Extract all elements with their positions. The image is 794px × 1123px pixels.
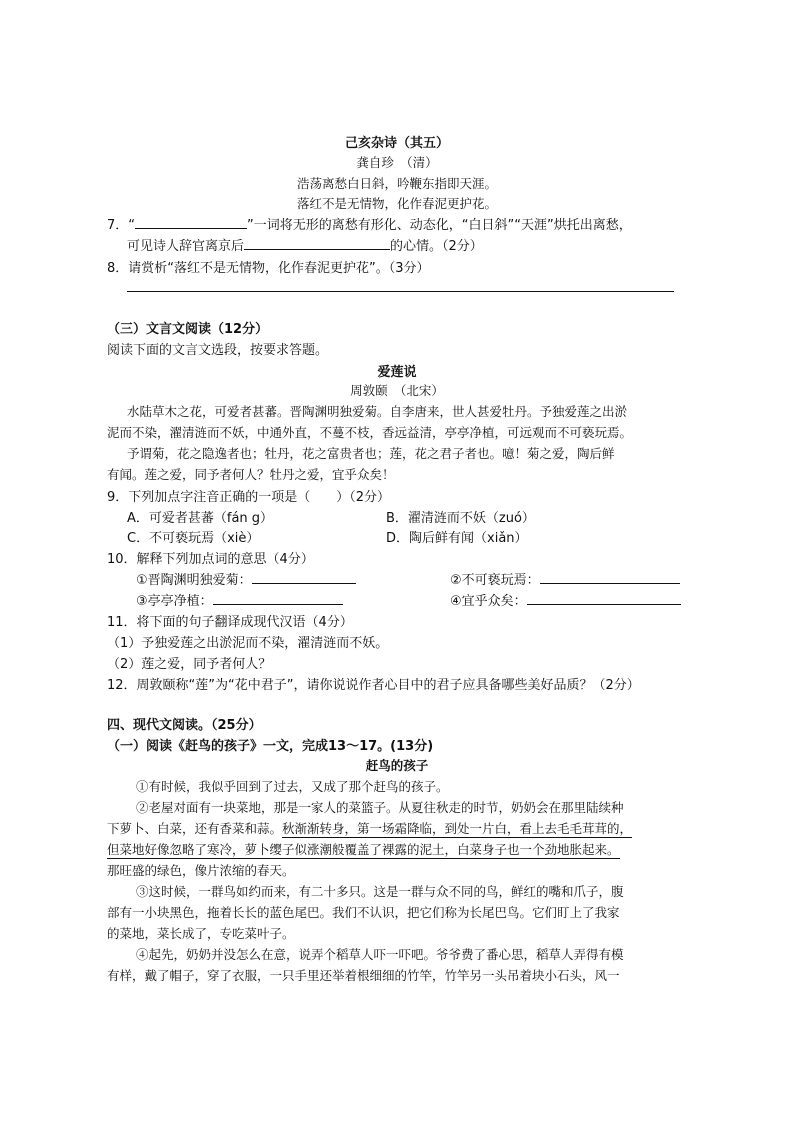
question-10-item-2: ②不可亵玩焉： (450, 569, 680, 588)
essay-p1-line-1: 水陆草木之花，可爱者甚蕃。晋陶渊明独爱菊。自李唐来，世人甚爱牡丹。予独爱莲之出淤 (127, 404, 628, 419)
option-c[interactable]: C．不可亵玩焉（xiè） (127, 531, 260, 546)
poem-title: 己亥杂诗（其五） (344, 136, 449, 151)
story-p2-line-2: 下萝卜、白菜，还有香菜和蒜。秋渐渐转身，第一场霜降临，到处一片白，看上去毛毛茸茸的， (107, 821, 633, 836)
poem-line-1: 浩荡离愁白日斜，吟鞭东指即天涯。 (296, 176, 497, 191)
option-b[interactable]: B．濯清涟而不妖（zuó） (386, 511, 535, 526)
story-p3-line-1: ③这时候，一群鸟如约而来，有二十多只。这是一群与众不同的鸟，鲜红的嘴和爪子，腹 (136, 884, 624, 899)
underlined-sentence: 但菜地好像忽略了寒冷，萝卜缨子似涨潮般覆盖了裸露的泥土，白菜身子也一个劲地胀起来 (107, 842, 608, 857)
underlined-sentence: 秋渐渐转身，第一场霜降临，到处一片白，看上去毛毛茸茸的， (282, 821, 633, 836)
story-p4-line-1: ④起先，奶奶并没怎么在意，说弄个稻草人吓一吓吧。爷爷费了番心思，稻草人弄得有模 (136, 947, 624, 962)
story-title: 赶鸟的孩子 (365, 758, 429, 773)
option-a[interactable]: A．可爱者甚蕃（fán g） (127, 511, 274, 526)
story-p2-line-4: 那旺盛的绿色，像片浓缩的春天。 (107, 863, 295, 878)
question-7-line-1: 7．“ ”一词将无形的离愁有形化、动态化，“白日斜”“天涯”烘托出离愁， (107, 214, 632, 233)
option-d[interactable]: D．陶后鲜有闻（xiǎn） (386, 531, 528, 546)
essay-author: 周敦颐 （北宋） (350, 383, 444, 398)
question-10-item-4: ④宜乎众矣： (450, 590, 681, 609)
section-4-heading: 四、现代文阅读。（25分） (107, 718, 262, 733)
poem-author: 龚自珍 （清） (356, 155, 438, 170)
question-9: 9．下列加点字注音正确的一项是（ ）（2分） (107, 490, 391, 505)
story-p1: ①有时候，我似乎回到了过去，又成了那个赶鸟的孩子。 (136, 779, 449, 794)
question-7-line-2: 可见诗人辞官离京后 的心情。（2分） (127, 235, 483, 254)
question-10-item-1: ①晋陶渊明独爱菊： (136, 569, 356, 588)
answer-blank[interactable] (540, 570, 680, 584)
question-11-sentence-2: （2）莲之爱，同予者何人？ (107, 657, 272, 672)
story-p2-line-1: ②老屋对面有一块菜地，那是一家人的菜篮子。从夏往秋走的时节，奶奶会在那里陆续种 (136, 800, 624, 815)
story-p2-line-3: 但菜地好像忽略了寒冷，萝卜缨子似涨潮般覆盖了裸露的泥土，白菜身子也一个劲地胀起来。 (107, 842, 620, 857)
essay-p2-line-2: 有闻。莲之爱，同予者何人？牡丹之爱，宜乎众矣！ (107, 467, 395, 482)
story-p3-line-2: 部有一小块黑色，拖着长长的蓝色尾巴。我们不认识，把它们称为长尾巴鸟。它们盯上了我家 (107, 905, 620, 920)
section-3-intro: 阅读下面的文言文选段，按要求答题。 (107, 343, 329, 358)
story-p4-line-2: 有样，戴了帽子，穿了衣服，一只手里还举着根细细的竹竿，竹竿另一头吊着块小石头，风一 (107, 968, 620, 983)
section-4-subheading: （一）阅读《赶鸟的孩子》一文，完成13～17。(13分) (107, 739, 434, 754)
question-8: 8．请赏析“落红不是无情物，化作春泥更护花”。（3分） (107, 261, 430, 276)
answer-line[interactable] (127, 291, 674, 292)
section-3-heading: （三）文言文阅读（12分） (107, 322, 269, 337)
essay-title: 爱莲说 (377, 365, 417, 380)
answer-blank[interactable] (213, 591, 343, 605)
question-11-sentence-1: （1）予独爱莲之出淤泥而不染，濯清涟而不妖。 (107, 636, 389, 651)
answer-blank[interactable] (252, 570, 356, 584)
question-10-item-3: ③亭亭净植： (136, 590, 343, 609)
question-12: 12．周敦颐称“莲”为“花中君子”，请你说说作者心目中的君子应具备哪些美好品质？（2分） (107, 678, 640, 693)
answer-blank[interactable] (244, 236, 390, 250)
answer-blank[interactable] (527, 591, 681, 605)
essay-p1-line-2: 泥而不染，濯清涟而不妖，中通外直，不蔓不枝，香远益清，亭亭净植，可远观而不可亵玩焉。 (107, 425, 633, 440)
essay-p2-line-1: 予谓菊，花之隐逸者也；牡丹，花之富贵者也；莲，花之君子者也。噫！菊之爱，陶后鲜 (127, 446, 615, 461)
answer-blank[interactable] (135, 215, 247, 229)
poem-line-2: 落红不是无情物，化作春泥更护花。 (296, 196, 497, 211)
question-10: 10．解释下列加点词的意思（4分） (107, 552, 314, 567)
story-p3-line-3: 的菜地，菜长成了，专吃菜叶子。 (107, 926, 295, 941)
question-11: 11．将下面的句子翻译成现代汉语（4分） (107, 615, 353, 630)
